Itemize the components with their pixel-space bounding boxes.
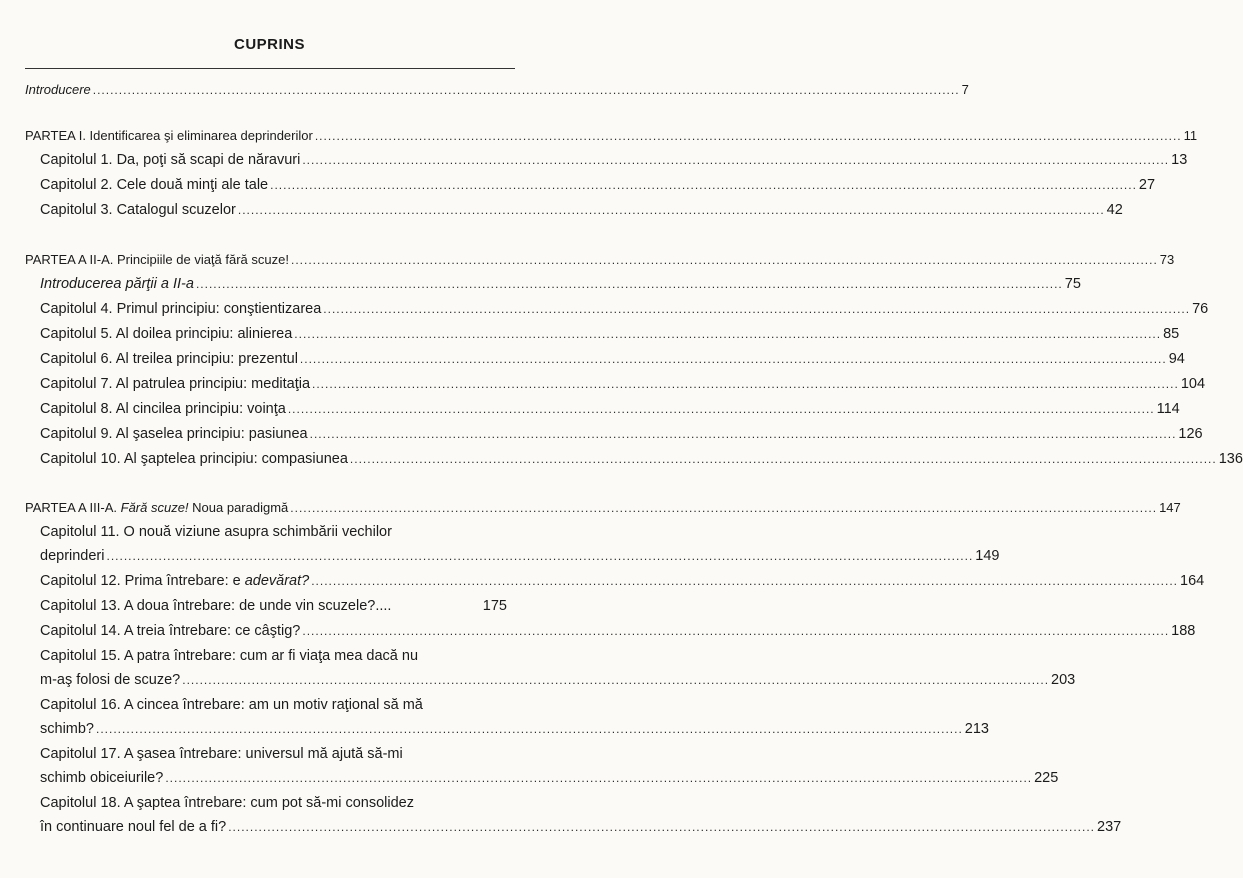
page-number: 237 (1097, 819, 1122, 835)
toc-entry-label-text: Capitolul 12. Prima întrebare: e (40, 573, 245, 589)
toc-entry-line (40, 376, 1206, 392)
toc-entry-label-text: Capitolul 9. Al şaselea principiu: pasiunea (40, 426, 308, 442)
dot-leader: ........................................................................................................................................................................................................ (195, 277, 1063, 291)
toc-entry-label (40, 598, 391, 614)
page-title: CUPRINS (233, 36, 305, 53)
toc-entry-line (40, 770, 1059, 786)
toc-entry-label-text: PARTEA I. Identificarea şi eliminarea deprinderilor (25, 128, 313, 143)
toc-entry-line (40, 426, 1203, 442)
dot-leader: ........................................................................................................................................................................................................ (294, 327, 1162, 341)
dot-leader: ........................................................................................................................................................................................................ (302, 153, 1170, 167)
toc-entry-label (40, 401, 286, 417)
dot-leader: ........................................................................................................................................................................................................ (96, 722, 963, 736)
toc-entry-label (25, 252, 289, 267)
dot-leader: ........................................................................................................................................................................................................ (228, 820, 1096, 834)
page-number: 225 (1034, 770, 1059, 786)
toc-entry-label (40, 351, 298, 367)
page-number: 73 (1159, 252, 1175, 267)
toc-entry-label (40, 301, 321, 317)
dot-leader: ........................................................................................................................................................................................................ (299, 352, 1167, 366)
toc-entry-line (40, 177, 1156, 193)
toc-entry-line (40, 202, 1123, 218)
dot-leader: ........................................................................................................................................................................................................ (314, 129, 1182, 143)
dot-leader: ........................................................................................................................................................................................................ (165, 771, 1033, 785)
toc-entry-title-line: Capitolul 16. A cincea întrebare: am un motiv raţional să mă (40, 697, 423, 713)
toc-entry-line (40, 276, 1081, 292)
page-number: 13 (1171, 152, 1188, 168)
dot-leader: ........................................................................................................................................................................................................ (290, 253, 1158, 267)
toc-entry-label-text: Capitolul 13. A doua întrebare: de unde vin scuzele?.... (40, 598, 392, 614)
toc-entry-label-text: m-aş folosi de scuze? (40, 672, 181, 688)
toc-entry-line (40, 401, 1180, 417)
toc-entry-label (40, 770, 163, 786)
toc-entry-label (40, 451, 348, 467)
toc-entry-label-text: Capitolul 4. Primul principiu: conştientizarea (40, 301, 322, 317)
toc-entry-line (40, 672, 1076, 688)
toc-entry-label-text: Capitolul 5. Al doilea principiu: alinierea (40, 326, 293, 342)
page-number: 188 (1171, 623, 1196, 639)
page-number: 76 (1192, 301, 1209, 317)
toc-entry-label (25, 128, 313, 143)
toc-entry-label-text: Capitolul 1. Da, poţi să scapi de năravuri (40, 152, 301, 168)
page-number: 149 (975, 548, 1000, 564)
toc-entry-line (40, 721, 989, 737)
page-number: 175 (482, 598, 507, 614)
toc-entry-label (40, 548, 105, 564)
toc-entry-label-text: Capitolul 3. Catalogul scuzelor (40, 202, 236, 218)
toc-entry-line (40, 451, 1243, 467)
dot-leader: ........................................................................................................................................................................................................ (182, 673, 1050, 687)
dot-leader: ........................................................................................................................................................................................................ (290, 501, 1158, 515)
toc-entry-line (25, 82, 969, 97)
toc-entry-line (40, 623, 1196, 639)
dot-leader: ........................................................................................................................................................................................................ (349, 452, 1217, 466)
page-number: 203 (1051, 672, 1076, 688)
toc-entry-label (40, 672, 180, 688)
toc-entry-label-emphasis: adevărat? (244, 573, 310, 589)
dot-leader: ........................................................................................................................................................................................................ (302, 624, 1170, 638)
toc-entry-label (40, 721, 94, 737)
toc-entry-label-text: Capitolul 8. Al cincilea principiu: voinţa (40, 401, 286, 417)
dot-leader: ........................................................................................................................................................................................................ (106, 549, 974, 563)
page-number: 164 (1180, 573, 1205, 589)
page-number: 147 (1159, 500, 1181, 515)
toc-entry-line (40, 598, 507, 614)
toc-entry-label-text: deprinderi (40, 548, 105, 564)
toc-entry-label (40, 573, 309, 589)
toc-entry-label-text: Capitolul 2. Cele două minţi ale tale (40, 177, 269, 193)
toc-entry-label-text: Introducerea părţii a II-a (40, 276, 194, 292)
toc-entry-label (25, 82, 91, 97)
title-divider (25, 68, 515, 69)
page-number: 75 (1064, 276, 1081, 292)
toc-entry-label-text: Capitolul 6. Al treilea principiu: prezentul (40, 351, 298, 367)
toc-entry-label (40, 376, 310, 392)
dot-leader: ........................................................................................................................................................................................................ (311, 574, 1179, 588)
toc-entry-label (40, 202, 236, 218)
toc-entry-label (40, 152, 300, 168)
toc-entry-label (40, 623, 300, 639)
dot-leader: ........................................................................................................................................................................................................ (312, 377, 1179, 391)
page-number: 126 (1178, 426, 1203, 442)
toc-entry-label-text: schimb obiceiurile? (40, 770, 164, 786)
toc-entry-title-line: Capitolul 15. A patra întrebare: cum ar fi viaţa mea dacă nu (40, 648, 419, 664)
page-number: 11 (1183, 128, 1198, 143)
toc-entry-label-emphasis: Fără scuze! (120, 500, 189, 515)
toc-entry-title-line: Capitolul 11. O nouă viziune asupra schimbării vechilor (40, 524, 392, 540)
dot-leader: ........................................................................................................................................................................................................ (309, 427, 1177, 441)
page-number: 27 (1138, 177, 1156, 193)
toc-entry-label-text: PARTEA A II-A. Principiile de viaţă fără scuze! (25, 252, 289, 267)
dot-leader: ........................................................................................................................................................................................................ (323, 302, 1191, 316)
page-number: 94 (1168, 351, 1185, 367)
toc-entry-label-tail: Noua paradigmă (188, 500, 289, 515)
page-number: 104 (1180, 376, 1206, 392)
dot-leader: ........................................................................................................................................................................................................ (287, 402, 1155, 416)
toc-entry-label-text: în continuare noul fel de a fi? (40, 819, 227, 835)
toc-entry-label-text: Introducere (25, 82, 91, 97)
toc-entry-line (25, 128, 1198, 143)
toc-entry-line (25, 252, 1175, 267)
page-number: 42 (1106, 202, 1123, 218)
toc-entry-label (40, 177, 268, 193)
toc-entry-line (40, 819, 1122, 835)
page-number: 114 (1156, 401, 1180, 417)
toc-entry-line (40, 152, 1188, 168)
toc-entry-line (40, 573, 1205, 589)
toc-entry-label-text: PARTEA A III-A. (25, 500, 121, 515)
toc-entry-title-line: Capitolul 17. A şasea întrebare: universul mă ajută să-mi (40, 746, 403, 762)
toc-entry-line (40, 548, 1000, 564)
page-number: 136 (1218, 451, 1243, 467)
toc-entry-line (40, 351, 1185, 367)
toc-entry-label (40, 276, 194, 292)
toc-entry-label-text: schimb? (40, 721, 94, 737)
toc-entry-label (40, 426, 308, 442)
toc-entry-title-line: Capitolul 18. A şaptea întrebare: cum pot să-mi consolidez (40, 795, 414, 811)
toc-entry-label (40, 819, 226, 835)
toc-entry-label-text: Capitolul 10. Al şaptelea principiu: compasiunea (40, 451, 348, 467)
toc-entry-label (40, 326, 292, 342)
toc-entry-line (25, 500, 1181, 515)
toc-entry-label (25, 500, 288, 515)
dot-leader: ........................................................................................................................................................................................................ (270, 178, 1137, 192)
dot-leader: ........................................................................................................................................................................................................ (237, 203, 1105, 217)
toc-entry-label-text: Capitolul 7. Al patrulea principiu: meditaţia (40, 376, 311, 392)
dot-leader: ........................................................................................................................................................................................................ (92, 83, 960, 97)
toc-entry-label-text: Capitolul 14. A treia întrebare: ce câştig? (40, 623, 301, 639)
toc-entry-line (40, 301, 1209, 317)
page-number: 213 (964, 721, 989, 737)
toc-entry-line (40, 326, 1180, 342)
page-number: 7 (961, 82, 969, 97)
page-number: 85 (1163, 326, 1180, 342)
